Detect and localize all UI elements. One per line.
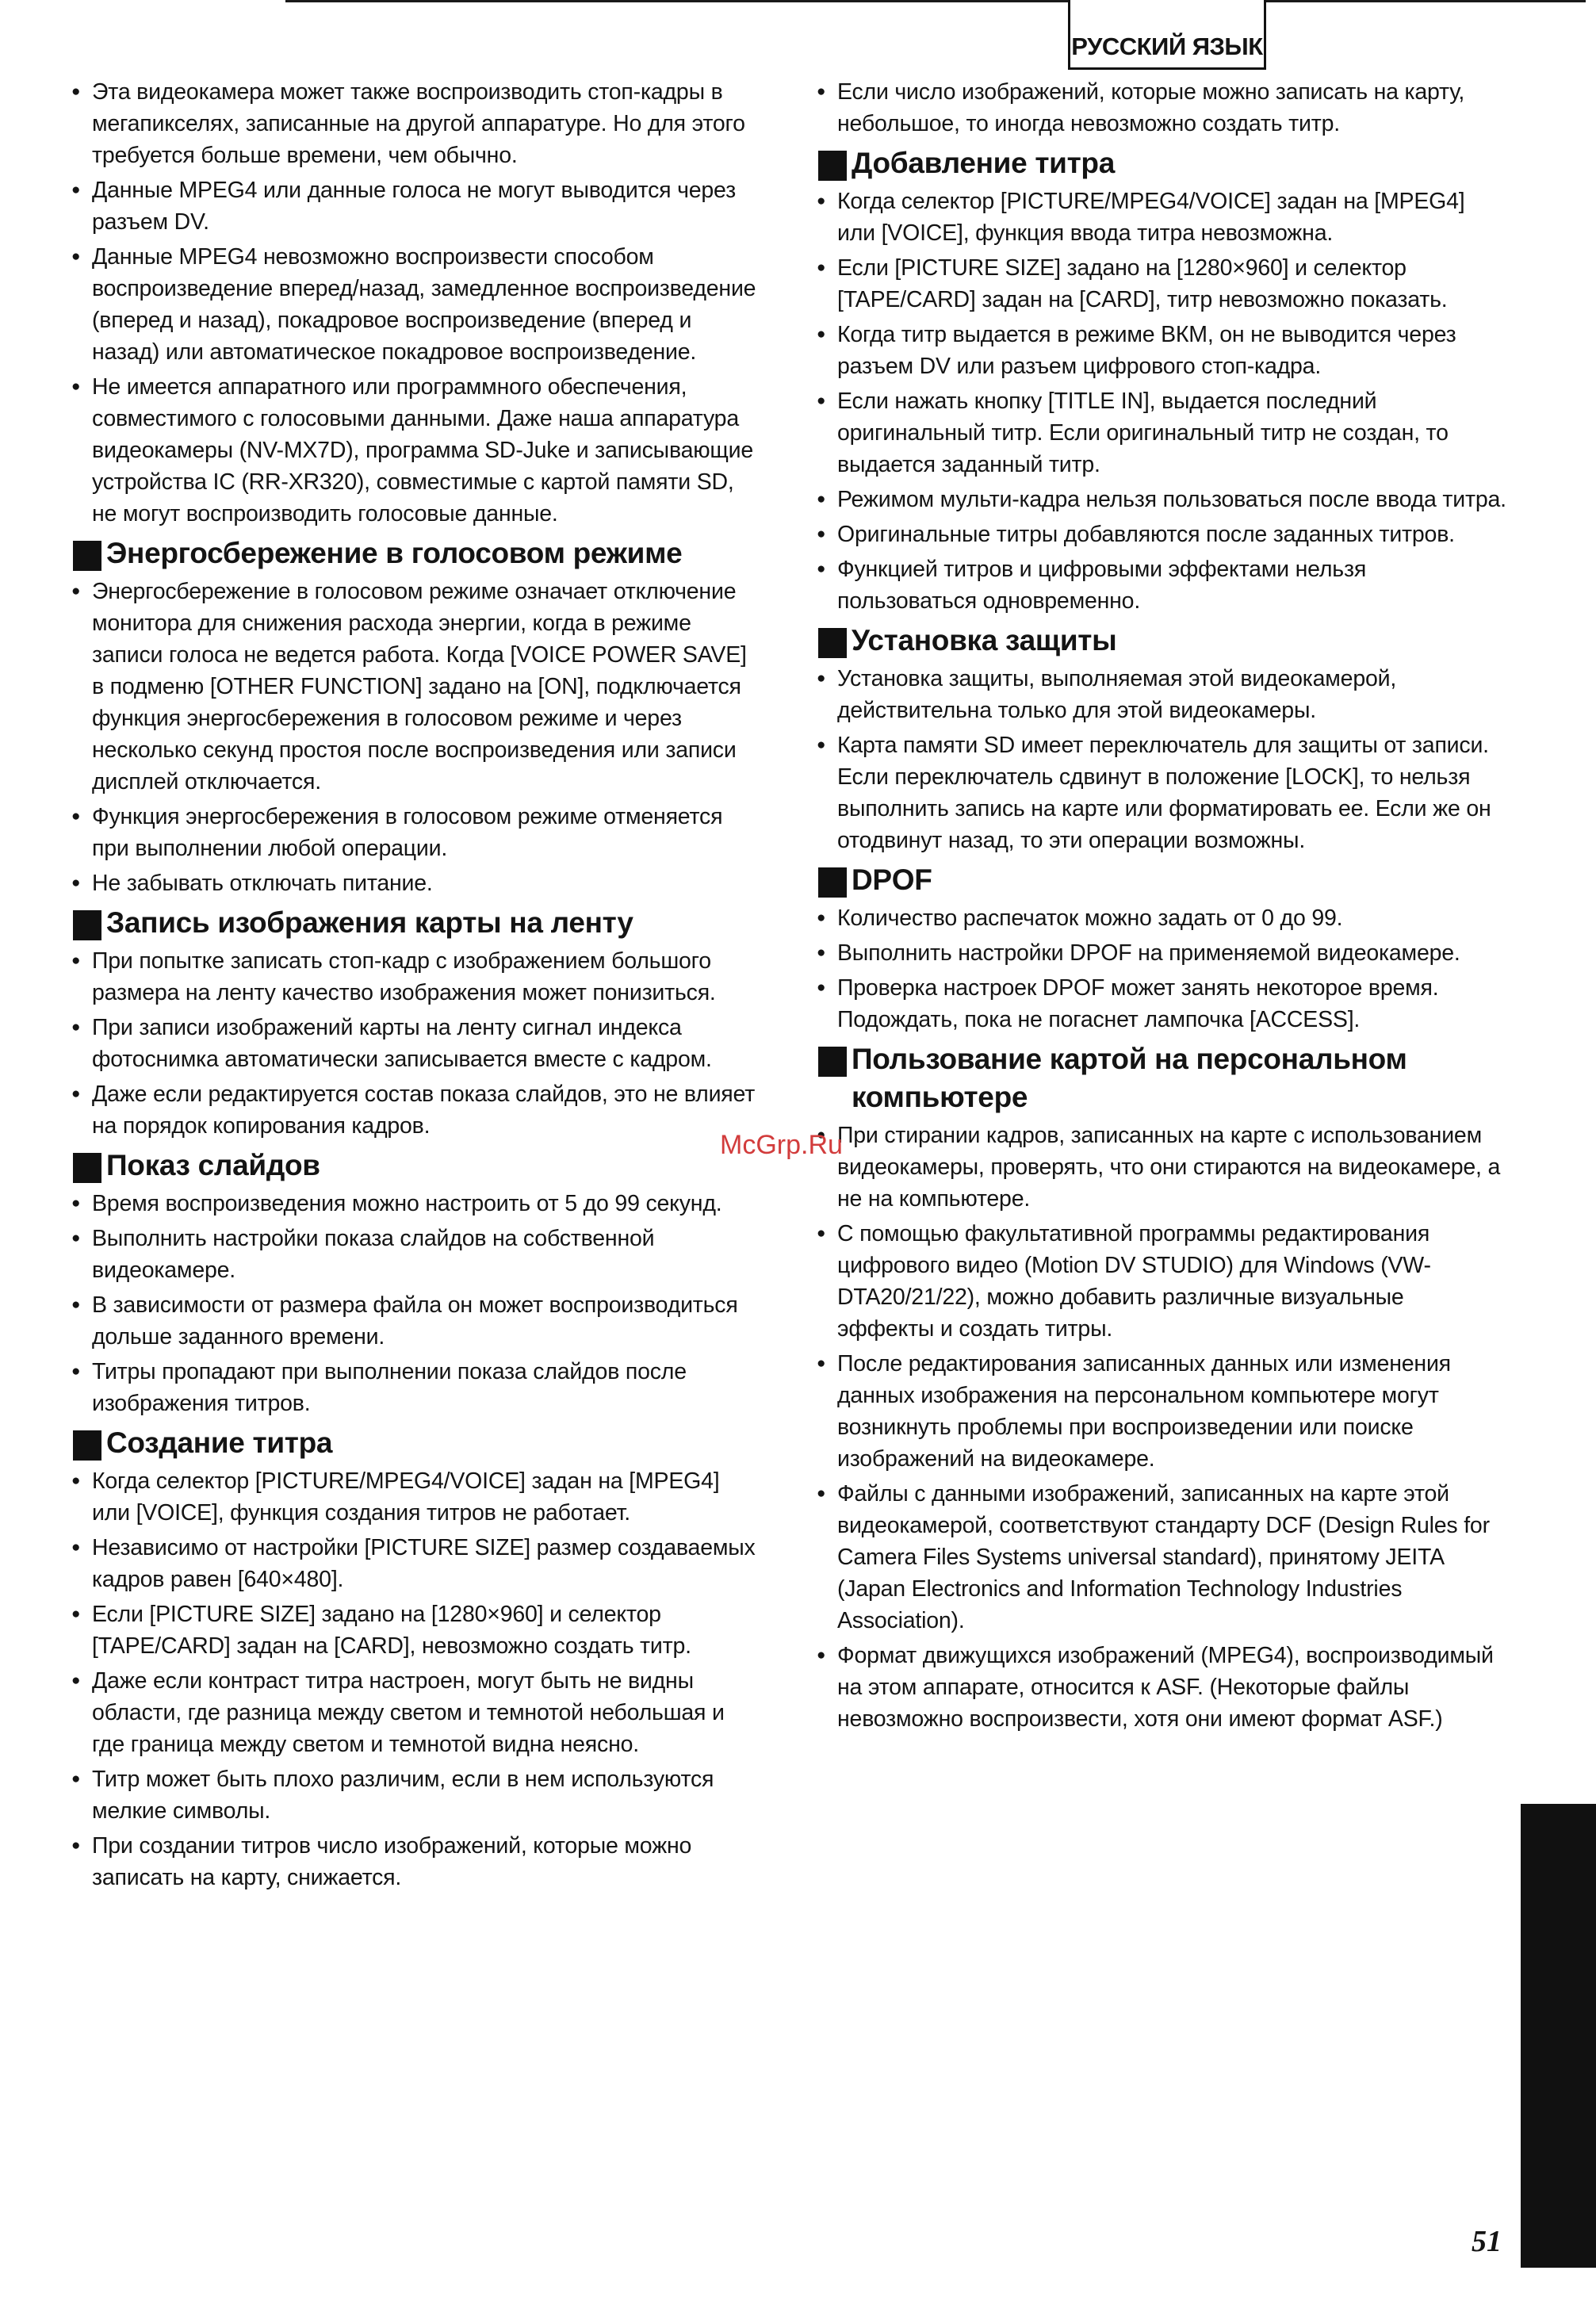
bullet-text: Если число изображений, которые можно записать на карту, небольшое, то иногда невозможно создать титр. bbox=[837, 79, 1465, 136]
bullet-text: Когда селектор [PICTURE/MPEG4/VOICE] задан на [MPEG4] или [VOICE], функция ввода титра невозможна. bbox=[837, 189, 1465, 246]
bullet-item bbox=[817, 1218, 1506, 1345]
left-column bbox=[71, 76, 761, 1897]
bullet-item bbox=[817, 1478, 1506, 1637]
section-heading-text: DPOF bbox=[852, 863, 932, 896]
bullet-text: Время воспроизведения можно настроить от 5 до 99 секунд. bbox=[92, 1191, 722, 1216]
bullet-item bbox=[71, 1598, 761, 1662]
bullet-text: Не имеется аппаратного или программного обеспечения, совместимого с голосовыми данными. Даже наша аппаратура видеокамеры (NV-MX7D), программа SD-Juke и записывающие устройства IC (RR-XR320), совместимые с картой памяти SD, не могут воспроизводить голосовые данные. bbox=[92, 374, 754, 526]
bullet-text: Даже если редактируется состав показа слайдов, это не влияет на порядок копирования кадров. bbox=[92, 1082, 756, 1139]
bullet-item bbox=[817, 1120, 1506, 1215]
section-heading-text: Показ слайдов bbox=[106, 1149, 320, 1181]
bullet-item bbox=[817, 76, 1506, 140]
bullet-item bbox=[71, 801, 761, 864]
bullet-item bbox=[71, 1830, 761, 1893]
language-tab-label: РУССКИЙ ЯЗЫК bbox=[1071, 33, 1263, 60]
bullet-item bbox=[817, 319, 1506, 382]
language-tab bbox=[1068, 0, 1266, 70]
section-heading bbox=[817, 144, 1506, 182]
bullet-item bbox=[817, 729, 1506, 856]
bullet-item bbox=[71, 241, 761, 368]
section-heading-text: Добавление титра bbox=[852, 147, 1116, 179]
bullet-text: Когда титр выдается в режиме ВКМ, он не выводится через разъем DV или разъем цифрового стоп-кадра. bbox=[837, 322, 1456, 379]
bullet-item bbox=[71, 945, 761, 1009]
bullet-item bbox=[71, 76, 761, 171]
bullet-text: Функцией титров и цифровыми эффектами нельзя пользоваться одновременно. bbox=[837, 557, 1367, 614]
section-heading bbox=[71, 534, 761, 572]
bullet-item bbox=[817, 937, 1506, 969]
bullet-item bbox=[817, 1640, 1506, 1735]
watermark: McGrp.Ru bbox=[720, 1130, 843, 1160]
section-heading bbox=[71, 1424, 761, 1462]
bullet-item bbox=[817, 484, 1506, 515]
bullet-text: Функция энергосбережения в голосовом режиме отменяется при выполнении любой операции. bbox=[92, 804, 723, 861]
bullet-text: Карта памяти SD имеет переключатель для защиты от записи. Если переключатель сдвинут в положение [LOCK], то нельзя выполнить запись на карте или форматировать ее. Если же он отодвинут назад, то эти операции возможны. bbox=[837, 733, 1491, 853]
top-border-rule bbox=[285, 0, 1586, 2]
bullet-item bbox=[71, 1763, 761, 1827]
bullet-text: Независимо от настройки [PICTURE SIZE] размер создаваемых кадров равен [640×480]. bbox=[92, 1535, 756, 1592]
bullet-item bbox=[71, 1188, 761, 1219]
section-heading-text: Пользование картой на персональном компьютере bbox=[852, 1043, 1407, 1113]
section-heading bbox=[71, 1147, 761, 1185]
bullet-item bbox=[817, 1348, 1506, 1475]
bullet-text: Если [PICTURE SIZE] задано на [1280×960] и селектор [TAPE/CARD] задан на [CARD], невозможно создать титр. bbox=[92, 1602, 691, 1659]
section-heading-text: Установка защиты bbox=[852, 624, 1117, 657]
bullet-text: Данные MPEG4 невозможно воспроизвести способом воспроизведение вперед/назад, замедленное воспроизведение (вперед и назад), покадровое воспроизведение (вперед и назад) или автоматическое покадровое воспроизведение. bbox=[92, 244, 756, 365]
bullet-text: Эта видеокамера может также воспроизводить стоп-кадры в мегапикселях, записанные на другой аппаратуре. Но для этого требуется больше времени, чем обычно. bbox=[92, 79, 745, 168]
bullet-text: Проверка настроек DPOF может занять некоторое время. Подождать, пока не погаснет лампочка [ACCESS]. bbox=[837, 975, 1439, 1032]
bullet-text: Не забывать отключать питание. bbox=[92, 871, 433, 896]
page-edge-tab bbox=[1521, 1804, 1596, 2268]
bullet-item bbox=[817, 902, 1506, 934]
bullet-text: Выполнить настройки показа слайдов на собственной видеокамере. bbox=[92, 1226, 655, 1283]
bullet-item bbox=[817, 252, 1506, 316]
section-heading-text: Энергосбережение в голосовом режиме bbox=[106, 537, 683, 569]
bullet-text: Если [PICTURE SIZE] задано на [1280×960] и селектор [TAPE/CARD] задан на [CARD], титр невозможно показать. bbox=[837, 255, 1448, 312]
bullet-text: Файлы с данными изображений, записанных на карте этой видеокамерой, соответствуют стандарту DCF (Design Rules for Camera Files Systems universal standard), принятому JEITA (Japan Electronics and Information Technology Industries Association). bbox=[837, 1481, 1490, 1633]
bullet-text: Установка защиты, выполняемая этой видеокамерой, действительна только для этой видеокамеры. bbox=[837, 666, 1397, 723]
bullet-item bbox=[817, 385, 1506, 480]
bullet-item bbox=[71, 174, 761, 238]
bullet-text: Оригинальные титры добавляются после заданных титров. bbox=[837, 522, 1455, 547]
right-column bbox=[817, 76, 1506, 1738]
bullet-item bbox=[817, 186, 1506, 249]
bullet-text: Режимом мульти-кадра нельзя пользоваться после ввода титра. bbox=[837, 487, 1506, 512]
bullet-item bbox=[817, 663, 1506, 726]
bullet-item bbox=[71, 1012, 761, 1075]
bullet-text: Титры пропадают при выполнении показа слайдов после изображения титров. bbox=[92, 1359, 687, 1416]
bullet-text: В зависимости от размера файла он может воспроизводиться дольше заданного времени. bbox=[92, 1292, 738, 1350]
bullet-text: Если нажать кнопку [TITLE IN], выдается последний оригинальный титр. Если оригинальный титр не создан, то выдается заданный титр. bbox=[837, 389, 1449, 477]
bullet-text: После редактирования записанных данных или изменения данных изображения на персональном компьютере могут возникнуть проблемы при воспроизведении или поиске изображений на видеокамере. bbox=[837, 1351, 1451, 1472]
bullet-item bbox=[817, 972, 1506, 1036]
bullet-item bbox=[71, 1223, 761, 1286]
bullet-text: При создании титров число изображений, которые можно записать на карту, снижается. bbox=[92, 1833, 692, 1890]
section-heading-text: Запись изображения карты на ленту bbox=[106, 906, 633, 939]
bullet-item bbox=[817, 519, 1506, 550]
section-heading bbox=[817, 861, 1506, 899]
bullet-text: Данные MPEG4 или данные голоса не могут выводится через разъем DV. bbox=[92, 178, 736, 235]
bullet-text: Количество распечаток можно задать от 0 до 99. bbox=[837, 905, 1343, 931]
bullet-item bbox=[71, 1356, 761, 1419]
bullet-text: С помощью факультативной программы редактирования цифрового видео (Motion DV STUDIO) для Windows (VW-DTA20/21/22), можно добавить различные визуальные эффекты и создать титры. bbox=[837, 1221, 1431, 1342]
bullet-item bbox=[71, 867, 761, 899]
bullet-item bbox=[817, 553, 1506, 617]
bullet-item bbox=[71, 576, 761, 798]
bullet-text: Формат движущихся изображений (MPEG4), воспроизводимый на этом аппарате, относится к ASF. (Некоторые файлы невозможно воспроизвести, хотя они имеют формат ASF.) bbox=[837, 1643, 1494, 1732]
bullet-text: При стирании кадров, записанных на карте с использованием видеокамеры, проверять, что они стираются на видеокамере, а не на компьютере. bbox=[837, 1123, 1501, 1212]
bullet-item bbox=[71, 1532, 761, 1595]
bullet-item bbox=[71, 1078, 761, 1142]
bullet-item bbox=[71, 1465, 761, 1529]
section-heading bbox=[817, 622, 1506, 660]
bullet-text: Выполнить настройки DPOF на применяемой видеокамере. bbox=[837, 940, 1460, 966]
bullet-item bbox=[71, 1289, 761, 1353]
section-heading-text: Создание титра bbox=[106, 1426, 333, 1459]
bullet-text: При записи изображений карты на ленту сигнал индекса фотоснимка автоматически записывается вместе с кадром. bbox=[92, 1015, 712, 1072]
bullet-text: Титр может быть плохо различим, если в нем используются мелкие символы. bbox=[92, 1767, 714, 1824]
bullet-item bbox=[71, 371, 761, 530]
bullet-text: Энергосбережение в голосовом режиме означает отключение монитора для снижения расхода энергии, когда в режиме записи голоса не ведется работа. Когда [VOICE POWER SAVE] в подменю [OTHER FUNCTION] задано на [ON], подключается функция энергосбережения в голосовом режиме и через несколько секунд простоя после воспроизведения или записи дисплей отключается. bbox=[92, 579, 747, 794]
section-heading bbox=[817, 1040, 1506, 1116]
bullet-text: Даже если контраст титра настроен, могут быть не видны области, где разница между светом и темнотой небольшая и где граница между светом и темнотой видна неясно. bbox=[92, 1668, 725, 1757]
section-heading bbox=[71, 904, 761, 942]
bullet-text: Когда селектор [PICTURE/MPEG4/VOICE] задан на [MPEG4] или [VOICE], функция создания титров не работает. bbox=[92, 1468, 720, 1526]
page-number: 51 bbox=[1472, 2225, 1502, 2258]
bullet-item bbox=[71, 1665, 761, 1760]
bullet-text: При попытке записать стоп-кадр с изображением большого размера на ленту качество изображения может понизиться. bbox=[92, 948, 716, 1005]
